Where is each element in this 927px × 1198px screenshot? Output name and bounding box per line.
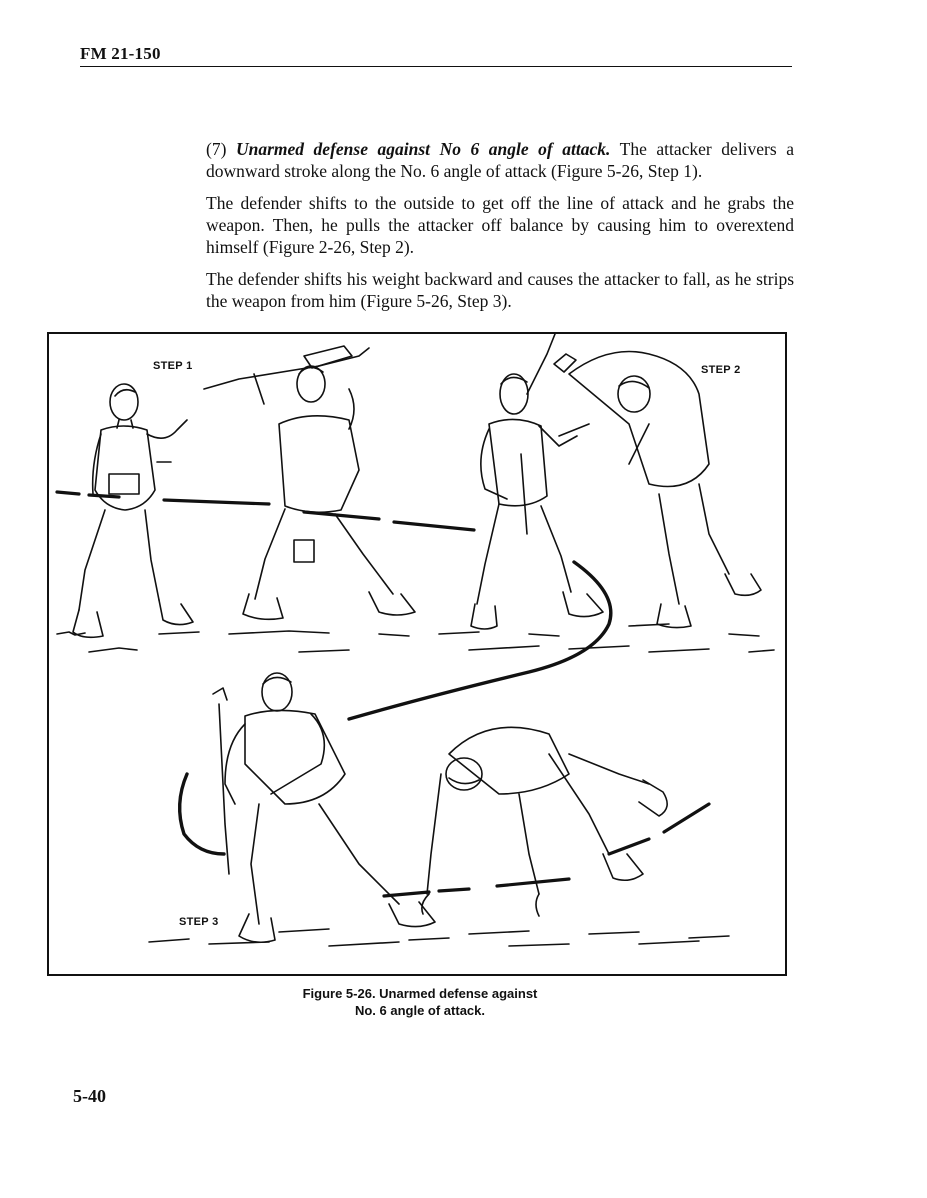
figure-attacker-step3 bbox=[422, 727, 667, 916]
step-1-label: STEP 1 bbox=[153, 360, 193, 372]
figure-illustration bbox=[49, 334, 785, 974]
paragraph-3: The defender shifts his weight backward and causes the attacker to fall, as he strips the weapon from him (Figure 5-26, Step 3). bbox=[206, 269, 794, 311]
figure-defender-step1 bbox=[73, 384, 193, 637]
manual-id: FM 21-150 bbox=[80, 44, 161, 63]
page-number: 5-40 bbox=[73, 1086, 106, 1106]
paragraph-number: (7) bbox=[206, 139, 236, 159]
figure-caption bbox=[200, 985, 640, 1019]
body-text bbox=[206, 138, 794, 322]
paragraph-1 bbox=[206, 138, 794, 182]
figure-attacker-step1 bbox=[204, 346, 415, 619]
paragraph-heading: Unarmed defense against No 6 angle of attack. bbox=[235, 139, 611, 159]
figure-defender-step3 bbox=[213, 673, 435, 942]
figure-attacker-step2 bbox=[559, 352, 761, 628]
caption-line-2: No. 6 angle of attack. bbox=[354, 1003, 486, 1018]
figure-defender-step2 bbox=[471, 334, 603, 629]
step-2-label: STEP 2 bbox=[701, 364, 741, 376]
step-3-label: STEP 3 bbox=[179, 916, 219, 928]
paragraph-1-text: The attacker delivers a downward stroke along the No. 6 angle of attack (Figure 5-26, Step 1). bbox=[206, 139, 794, 181]
paragraph-2: The defender shifts to the outside to get off the line of attack and he grabs the weapon. Then, he pulls the attacker off balance by causing him to overextend himself (Figure 2-26, Step 2). bbox=[206, 193, 794, 257]
caption-line-1: Figure 5-26. Unarmed defense against bbox=[302, 986, 538, 1001]
figure-frame bbox=[47, 332, 787, 976]
page-header bbox=[80, 44, 792, 67]
